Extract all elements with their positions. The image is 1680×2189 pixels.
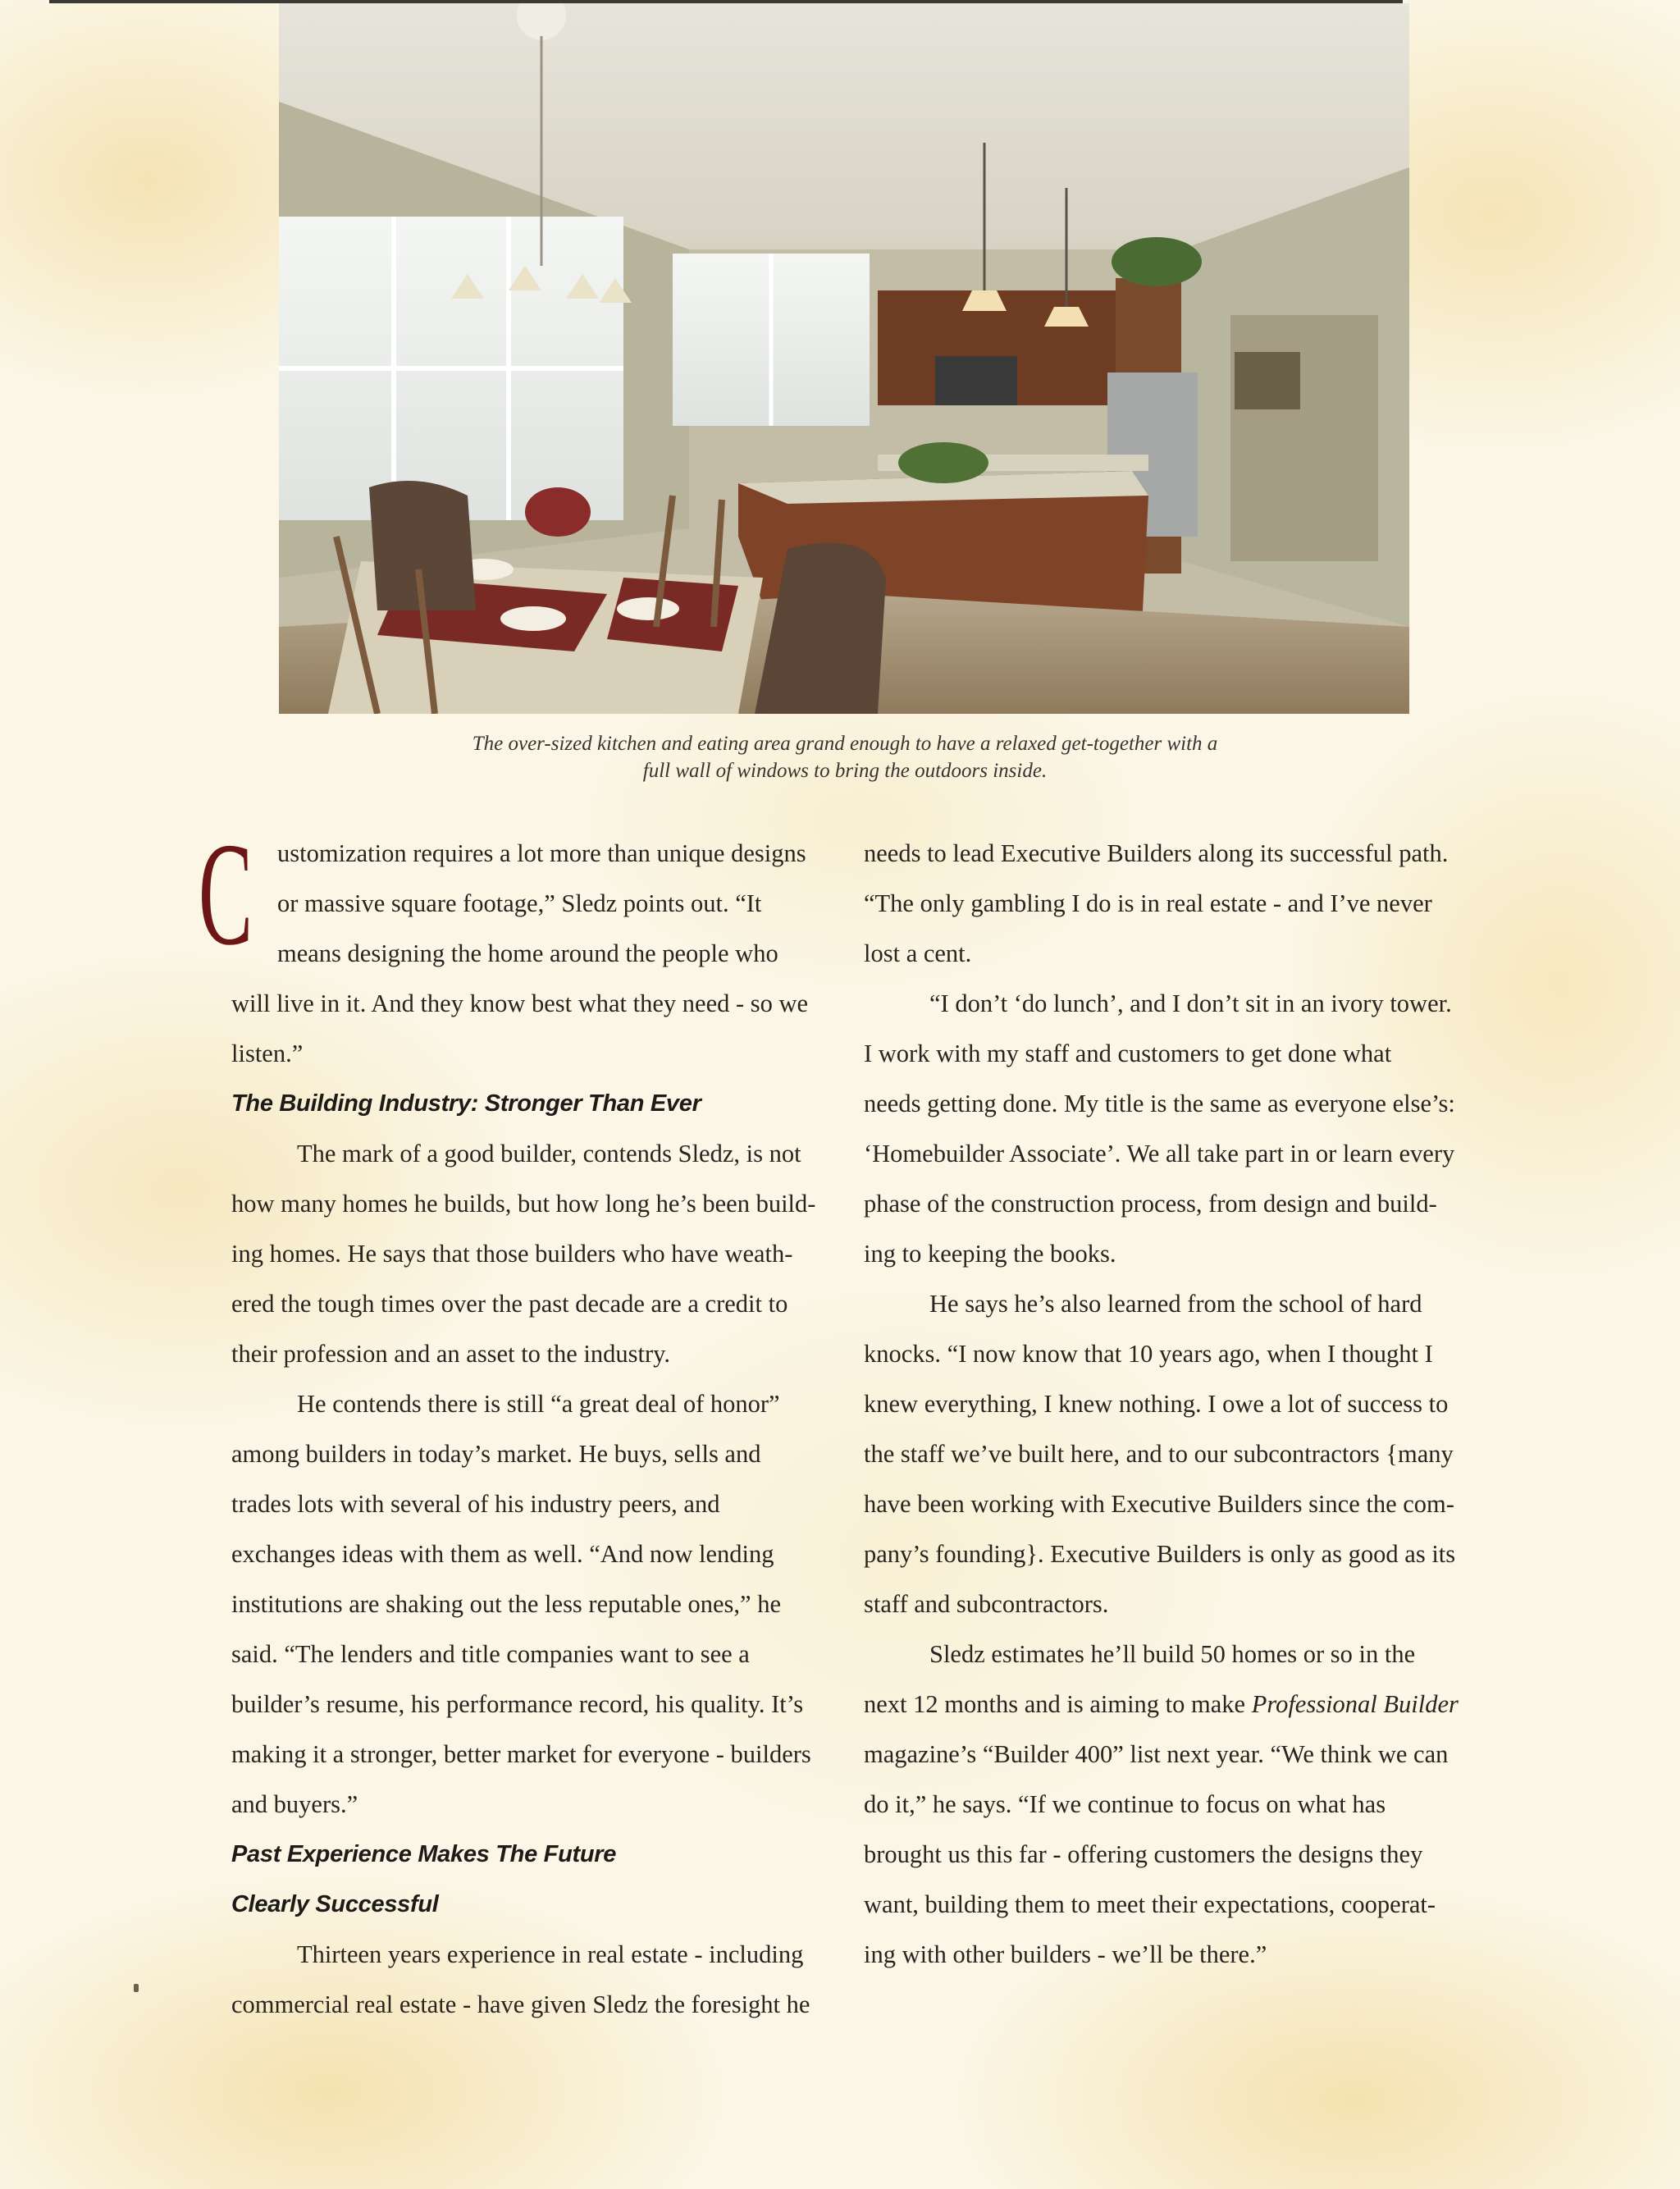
text-line: “I don’t ‘do lunch’, and I don’t sit in an ivory tower. bbox=[929, 989, 1452, 1017]
kitchen-photo bbox=[279, 3, 1409, 714]
text-line: He contends there is still “a great deal of honor” bbox=[297, 1390, 780, 1418]
text-line: staff and subcontractors. bbox=[864, 1590, 1109, 1618]
text-line: needs getting done. My title is the same as everyone else’s: bbox=[864, 1090, 1455, 1117]
text-line: trades lots with several of his industry peers, and bbox=[231, 1490, 720, 1518]
text-line: commercial real estate - have given Sledz the foresight he bbox=[231, 1990, 810, 2018]
text-line: institutions are shaking out the less reputable ones,” he bbox=[231, 1590, 782, 1618]
text-line: Thirteen years experience in real estate - including bbox=[297, 1940, 804, 1968]
text-line: knew everything, I knew nothing. I owe a lot of success to bbox=[864, 1390, 1449, 1418]
caption-line: The over-sized kitchen and eating area grand enough to have a relaxed get-together with a bbox=[472, 733, 1218, 755]
text-line: needs to lead Executive Builders along its successful path. bbox=[864, 839, 1449, 867]
text-line: knocks. “I now know that 10 years ago, when I thought I bbox=[864, 1340, 1433, 1368]
text-line: or massive square footage,” Sledz points out. “It bbox=[277, 889, 762, 917]
drop-cap: C bbox=[199, 812, 253, 976]
text-line: magazine’s “Builder 400” list next year. “We think we can bbox=[864, 1740, 1449, 1768]
text-line bbox=[864, 1679, 1467, 1730]
section-heading bbox=[231, 1830, 834, 1930]
text-line: do it,” he says. “If we continue to focus on what has bbox=[864, 1790, 1386, 1818]
text-line: lost a cent. bbox=[864, 939, 972, 967]
text-line: the staff we’ve built here, and to our subcontractors {many bbox=[864, 1440, 1454, 1468]
text-line: Sledz estimates he’ll build 50 homes or so in the bbox=[929, 1640, 1416, 1668]
text-line: want, building them to meet their expectations, cooperat- bbox=[864, 1890, 1436, 1918]
text-line: said. “The lenders and title companies want to see a bbox=[231, 1640, 750, 1668]
text-line: how many homes he builds, but how long he’s been build- bbox=[231, 1190, 816, 1218]
heading-line: Past Experience Makes The Future bbox=[231, 1841, 617, 1867]
text-line: phase of the construction process, from design and build- bbox=[864, 1190, 1437, 1218]
text-line: listen.” bbox=[231, 1040, 304, 1067]
text-line: ing homes. He says that those builders who have weath- bbox=[231, 1240, 793, 1268]
body-paragraph bbox=[864, 1279, 1467, 1629]
article-column-left bbox=[199, 812, 834, 2030]
body-paragraph bbox=[864, 979, 1467, 1279]
intro-paragraph bbox=[199, 812, 834, 1079]
text-line: exchanges ideas with them as well. “And now lending bbox=[231, 1540, 774, 1568]
text-line: ustomization requires a lot more than unique designs bbox=[277, 839, 806, 867]
magazine-title: Professional Builder bbox=[1251, 1690, 1459, 1718]
caption-line: full wall of windows to bring the outdoors inside. bbox=[642, 760, 1048, 782]
body-paragraph bbox=[231, 1379, 834, 1830]
text-line: means designing the home around the people who bbox=[277, 939, 778, 967]
text-line: brought us this far - offering customers the designs they bbox=[864, 1840, 1423, 1868]
text-line: will live in it. And they know best what they need - so we bbox=[231, 989, 809, 1017]
text-line: He says he’s also learned from the school of hard bbox=[929, 1290, 1422, 1318]
text-line: ing to keeping the books. bbox=[864, 1240, 1116, 1268]
text-line: ered the tough times over the past decade are a credit to bbox=[231, 1290, 788, 1318]
text-line: and buyers.” bbox=[231, 1790, 358, 1818]
text-line: their profession and an asset to the industry. bbox=[231, 1340, 671, 1368]
body-paragraph bbox=[231, 1930, 834, 2030]
text-line: have been working with Executive Builders since the com- bbox=[864, 1490, 1454, 1518]
text-line: among builders in today’s market. He buys, sells and bbox=[231, 1440, 761, 1468]
section-heading: The Building Industry: Stronger Than Ever bbox=[231, 1090, 701, 1117]
text-run: next 12 months and is aiming to make bbox=[864, 1690, 1252, 1718]
body-paragraph bbox=[231, 1129, 834, 1379]
text-line: ‘Homebuilder Associate’. We all take part in or learn every bbox=[864, 1140, 1455, 1168]
text-line: making it a stronger, better market for everyone - builders bbox=[231, 1740, 811, 1768]
scan-speck bbox=[134, 1984, 139, 1992]
body-paragraph bbox=[864, 1629, 1467, 1980]
heading-line: Clearly Successful bbox=[231, 1891, 439, 1917]
photo-caption bbox=[353, 730, 1337, 784]
text-line: pany’s founding}. Executive Builders is only as good as its bbox=[864, 1540, 1456, 1568]
text-line: ing with other builders - we’ll be there.” bbox=[864, 1940, 1267, 1968]
text-line: builder’s resume, his performance record, his quality. It’s bbox=[231, 1690, 804, 1718]
body-paragraph bbox=[864, 829, 1467, 979]
article-column-right bbox=[864, 829, 1467, 1980]
text-line: The mark of a good builder, contends Sledz, is not bbox=[297, 1140, 801, 1168]
text-line: I work with my staff and customers to get done what bbox=[864, 1040, 1392, 1067]
text-line: “The only gambling I do is in real estate - and I’ve never bbox=[864, 889, 1432, 917]
